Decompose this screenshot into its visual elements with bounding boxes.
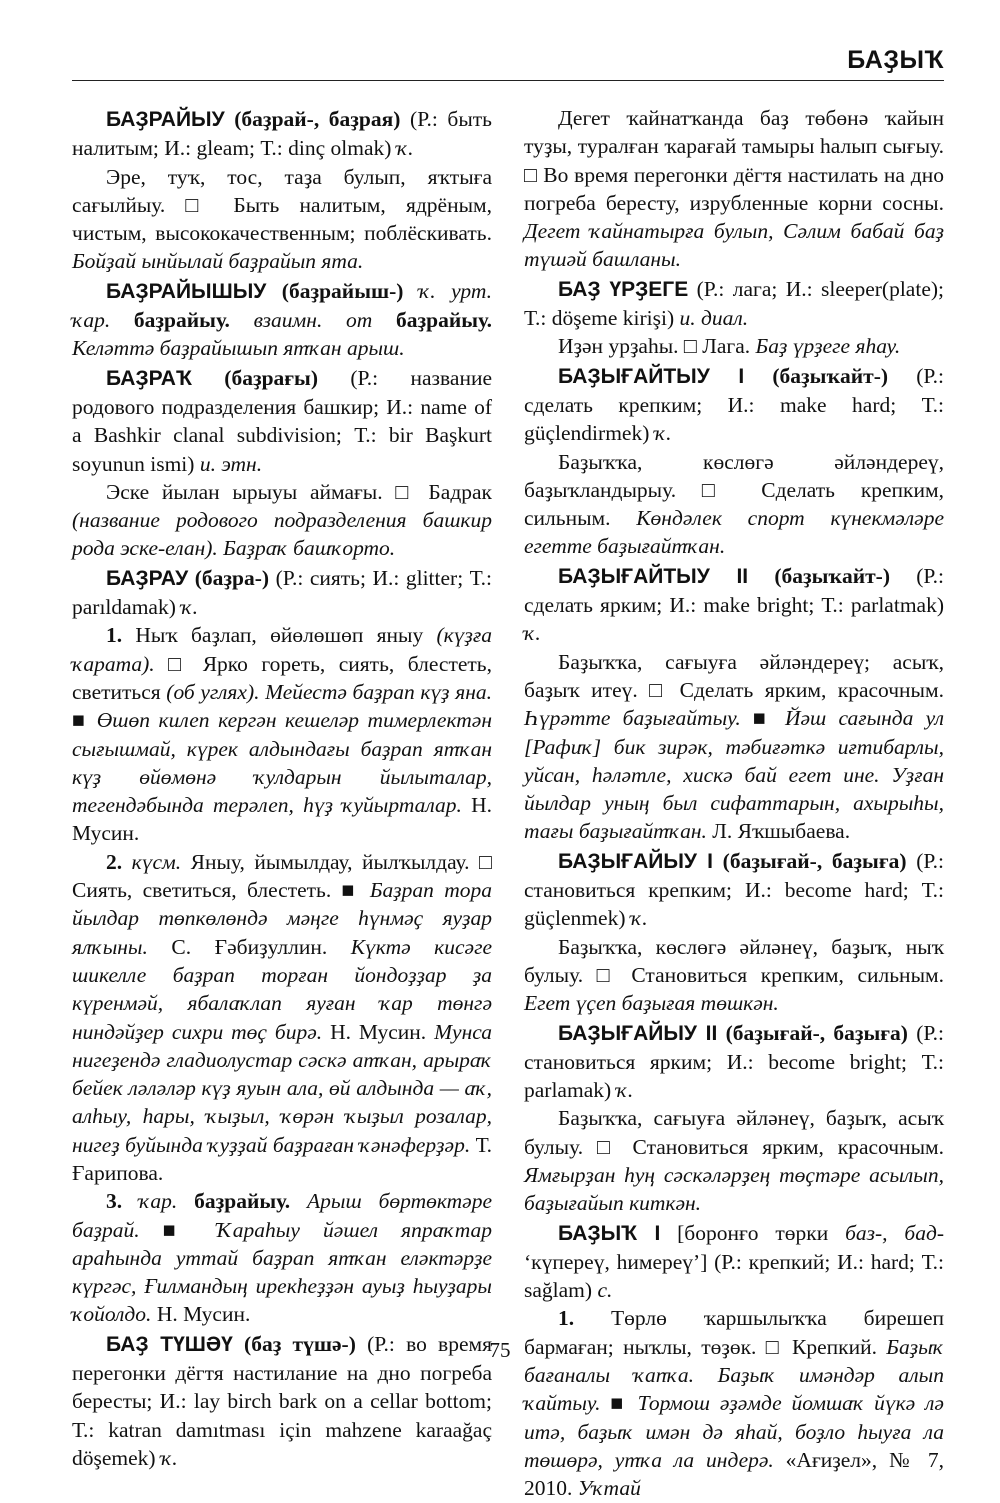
- headword: БАҘЫҠ I: [558, 1221, 661, 1245]
- entry-paragraph: [524, 448, 944, 561]
- headword: БАҘЫҒАЙТЫУ II: [558, 564, 749, 588]
- entry-paragraph: [524, 332, 944, 360]
- text-run: Көндәлек спорт күнекмәләре егетте баҙығайтҡан.: [524, 506, 944, 559]
- running-header: [72, 40, 944, 81]
- text-run: взаимн. от: [229, 308, 396, 333]
- dictionary-entry: [72, 105, 492, 163]
- text-run: Төрлө ҡаршылыҡҡа бирешеп бармаған; ныҡлы, төҙөк. □ Крепкий.: [524, 1306, 944, 1359]
- text-run: (название родового подразделения башкир рода эске-елан). Баҙраҡ башҡорто.: [72, 508, 492, 561]
- text-run: Тормош әҙәмде йомшаҡ йүкә лә итә, баҙыҡ имән дә яһай, боҙло һыуға ла төшөрә, утҡа ла индерә.: [524, 1391, 944, 1472]
- headword: БАҘЫҒАЙТЫУ I: [558, 364, 745, 388]
- text-run: Ҡараһыу йәшел япраҡтар араһында уттай баҙрап ятҡан еләктәрҙе күргәс, Ғилмандың ирекһеҙҙән ауыҙ һыуҙары ҡойолдо.: [72, 1217, 492, 1327]
- text-run: Н. Мусин.: [151, 1302, 251, 1327]
- entry-paragraph: [72, 621, 492, 847]
- text-run: ҡ.: [396, 136, 414, 161]
- page-number: 75: [489, 1338, 511, 1362]
- text-run: Дегет ҡайнатҡанда баҙ төбөнә ҡайын туҙы, туралған ҡарағай тамыры һалып сығыу. □ Во время перегонки дёгтя настилать на дно погреба бересту, изрубленные корни сосны.: [524, 106, 944, 215]
- entry-paragraph: [524, 1104, 944, 1217]
- text-run: ‘күпереү, һимереү’] (Р.: крепкий; И.: hard; Т.: sağlam): [524, 1249, 944, 1303]
- text-run: баз-, бад-: [845, 1220, 944, 1245]
- headword: БАҘ ҮРҘЕГЕ: [558, 277, 689, 301]
- text-run: с.: [597, 1278, 613, 1303]
- text-run: (Р.: лага; И.: sleeper(plate); Т.: döşeme kirişi): [524, 276, 944, 331]
- text-run: Иҙән урҙаһы. □ Лага.: [558, 334, 756, 359]
- text-run: (баҙыҡайт-): [748, 563, 891, 588]
- header-word: БАҘЫҠ: [847, 46, 944, 74]
- text-run: и. диал.: [679, 306, 749, 331]
- text-run: (Р.: быть налитым; И.: gleam; Т.: dinç olmak): [72, 107, 492, 161]
- text-run: (баҙрайыш-): [266, 278, 419, 303]
- text-run: баҙрайыу.: [396, 308, 492, 333]
- text-run: Һүрәтте баҙығайтыу.: [524, 706, 741, 731]
- entry-paragraph: [524, 648, 944, 846]
- text-run: Келәттә баҙрайышып ятҡан арыш.: [72, 336, 405, 361]
- text-run: Ямғырҙан һуң сәскәләрҙең төҫтәре асылып, баҙығайып киткән.: [524, 1162, 944, 1216]
- text-run: ■: [740, 706, 785, 731]
- text-run: ■: [72, 708, 97, 733]
- text-run: ҡ.: [524, 621, 541, 646]
- headword: БАҘРАЙЫУ: [106, 108, 225, 131]
- text-run: (Р.: сиять; И.: glitter; Т.: parıldamak): [72, 565, 493, 620]
- text-run: Йәш сағында ул [Рафиҡ] бик зирәк, тәбиғәткә иғтибарлы, уйсан, һәләтле, хискә бай егет ине. Уҙған йылдар уның был сифаттарын, ахырыһы, тағы баҙығайтҡан.: [524, 706, 944, 844]
- text-run: Баҙыҡ бағаналы ҡапҡа. Баҙыҡ имәндәр алып ҡайтыу.: [524, 1334, 944, 1416]
- text-run: [122, 1189, 139, 1213]
- text-run: (об углях). Мейестә баҙрап күҙ яна.: [166, 679, 492, 704]
- headword: БАҘРАЙЫШЫУ: [106, 279, 267, 303]
- left-column: [72, 104, 492, 1472]
- right-column: [524, 104, 944, 1503]
- text-run: (Р.: во время перегонки дёгтя настилание на дно погреба бересты; И.: lay birch bark on a cellar bottom; Т.: katran damıtması için mahzene karaağaç döşemek): [72, 1331, 492, 1470]
- text-run: ҡ.: [616, 1078, 634, 1103]
- text-run: и. этн.: [199, 451, 263, 476]
- entry-paragraph: [72, 163, 492, 276]
- text-run: □ Ярко гореть, сиять, блестеть, светиться: [72, 651, 492, 704]
- text-run: [боронғо төрки: [660, 1220, 846, 1245]
- text-run: Бойҙай ынйылай баҙрайып ята.: [72, 249, 364, 274]
- text-run: (Р.: сделать крепким; И.: make hard; Т.: güçlendirmek): [524, 363, 944, 446]
- dictionary-entry: [524, 847, 944, 933]
- text-run: (Р.: название родового подразделения башкир; И.: name of a Bashkir clanal subdivision; Т.: bir Başkurt soyunun ismi): [72, 365, 492, 476]
- text-run: Баҙ үрҙеге яһау.: [755, 334, 901, 359]
- text-run: [122, 850, 132, 874]
- text-run: күсм.: [131, 849, 182, 874]
- text-run: Баҙыҡҡа, көслөгә әйләнеү, баҙыҡ, ныҡ булыу. □ Становиться крепким, сильным.: [524, 934, 944, 987]
- entry-paragraph: [72, 478, 492, 563]
- text-run: Н. Мусин.: [72, 793, 492, 846]
- dictionary-entry: [524, 1219, 944, 1305]
- headword: БАҘЫҒАЙЫУ II: [558, 1021, 718, 1045]
- text-run: (баҙыҡайт-): [744, 363, 889, 388]
- text-run: (күҙға ҡарата).: [72, 623, 492, 676]
- text-run: Күктә кисәге шикелле баҙрап торған йондоҙҙар ҙа күренмәй, ябалаҡлап яуған ҡар төнгә ниндәйҙер сихри төҫ бирә.: [72, 934, 492, 1044]
- entry-paragraph: [524, 1304, 944, 1502]
- text-run: Баҙыҡҡа, сағыуға әйләндереү; асыҡ, баҙыҡ итеү. □ Сделать ярким, красочным.: [524, 649, 944, 702]
- headword: БАҘРАҠ: [106, 366, 192, 390]
- text-run: ■: [600, 1391, 638, 1416]
- headword: БАҘ ТҮШӘҮ: [106, 1332, 233, 1356]
- text-run: Эре, туҡ, тос, таҙа булып, яҡтыға сағылйыу. □ Быть налитым, ядрёным, чистым, высококачественным; поблёскивать.: [72, 164, 492, 246]
- dictionary-entry: [72, 364, 492, 478]
- text-run: 1.: [558, 1306, 575, 1331]
- text-run: ҡ.: [160, 1445, 178, 1470]
- text-run: (баҙ түшә-): [232, 1331, 356, 1356]
- text-run: 3.: [106, 1189, 123, 1214]
- text-run: (баҙрай-, баҙрая): [224, 107, 401, 131]
- dictionary-entry: [524, 1019, 944, 1105]
- text-run: ҡ.: [654, 421, 672, 446]
- text-run: Яныу, йымылдау, йылҡылдау. □ Сиять, светиться, блестеть. ■: [72, 849, 493, 903]
- text-run: (баҙығай-, баҙыға): [717, 1020, 908, 1045]
- dictionary-entry: [72, 564, 492, 622]
- entry-paragraph: [72, 1187, 492, 1328]
- text-run: (Р.: сделать ярким; И.: make bright; Т.: parlatmak): [524, 563, 945, 618]
- text-run: Арыш бөртөктәре баҙрай.: [72, 1189, 493, 1242]
- text-run: Ныҡ баҙлап, өйөлөшөп яныу: [122, 623, 437, 648]
- text-run: 1.: [106, 623, 123, 648]
- text-run: ■: [139, 1217, 217, 1242]
- text-run: Баҙыҡҡа, көслөгә әйләндереү, баҙыҡландырыу. □ Сделать крепким, сильным.: [524, 449, 944, 531]
- text-run: ҡар.: [139, 1189, 178, 1214]
- text-run: ҡ.: [181, 595, 198, 620]
- text-run: Егет үҫеп баҙығая төшкән.: [524, 991, 779, 1016]
- text-run: Баҙыҡҡа, сағыуға әйләнеү, баҙыҡ, асыҡ булыу. □ Становиться ярким, красочным.: [524, 1106, 944, 1159]
- entry-paragraph: [524, 933, 944, 1018]
- text-run: Баҙрап тора йылдар төпкөлөндә мәңге һүнмәҫ яуҙар ялҡыны.: [72, 878, 492, 959]
- text-run: баҙрайыу.: [177, 1189, 291, 1214]
- dictionary-entry: [524, 562, 944, 648]
- text-run: «Ағиҙел», № 7, 2010.: [524, 1447, 944, 1501]
- text-run: С. Ғәбиҙуллин.: [147, 934, 351, 959]
- text-run: Н. Мусин.: [322, 1019, 435, 1044]
- text-run: (Р.: становиться крепким; И.: become hard; Т.: güçlenmek): [524, 848, 945, 931]
- text-run: баҙрайыу.: [133, 308, 230, 333]
- dictionary-entry: [72, 277, 492, 363]
- text-run: ҡ.: [630, 906, 648, 931]
- headword: БАҘЫҒАЙЫУ I: [558, 849, 713, 873]
- entry-paragraph: [524, 104, 944, 274]
- text-run: Өшөп килеп кергән кешеләр тимерлектән сығышмай, күрек алдындағы баҙрап ятҡан күҙ өйөмөнә ҡулдарын йылыталар, тегендәбында терәлеп, һүҙ ҡуйырталар.: [72, 708, 492, 818]
- text-run: Л. Яҡшыбаева.: [706, 819, 851, 844]
- text-run: (Р.: становиться ярким; И.: become bright; Т.: parlamak): [524, 1020, 944, 1103]
- text-run: ҡ. урт. ҡар.: [72, 278, 492, 333]
- text-run: Дегет ҡайнатырға булып, Сәлим бабай баҙ түшәй башланы.: [524, 219, 944, 272]
- text-run: Эске йылан ырыуы аймағы. □ Бадрак: [106, 479, 492, 504]
- text-run: Т. Ғарипова.: [72, 1132, 492, 1185]
- text-run: Мунса нигеҙендә гладиолустар сәскә атҡан, арыраҡ бейек ләләләр күҙ яуын ала, өй алдында — аҡ, алһыу, һары, ҡыҙыл, ҡөрән ҡыҙыл розалар, нигеҙ буйында ҡуҙҙай баҙраған ҡәнәферҙәр.: [72, 1019, 492, 1157]
- text-run: (баҙра-): [188, 565, 270, 590]
- text-run: (баҙығай-, баҙыға): [712, 848, 907, 873]
- entry-paragraph: [72, 848, 492, 1188]
- headword: БАҘРАУ: [106, 566, 189, 590]
- text-run: 2.: [106, 849, 123, 874]
- dictionary-entry: [524, 275, 944, 333]
- dictionary-entry: [524, 362, 944, 448]
- text-run: (баҙрағы): [191, 365, 319, 390]
- text-run: Уҡтай: [577, 1476, 641, 1501]
